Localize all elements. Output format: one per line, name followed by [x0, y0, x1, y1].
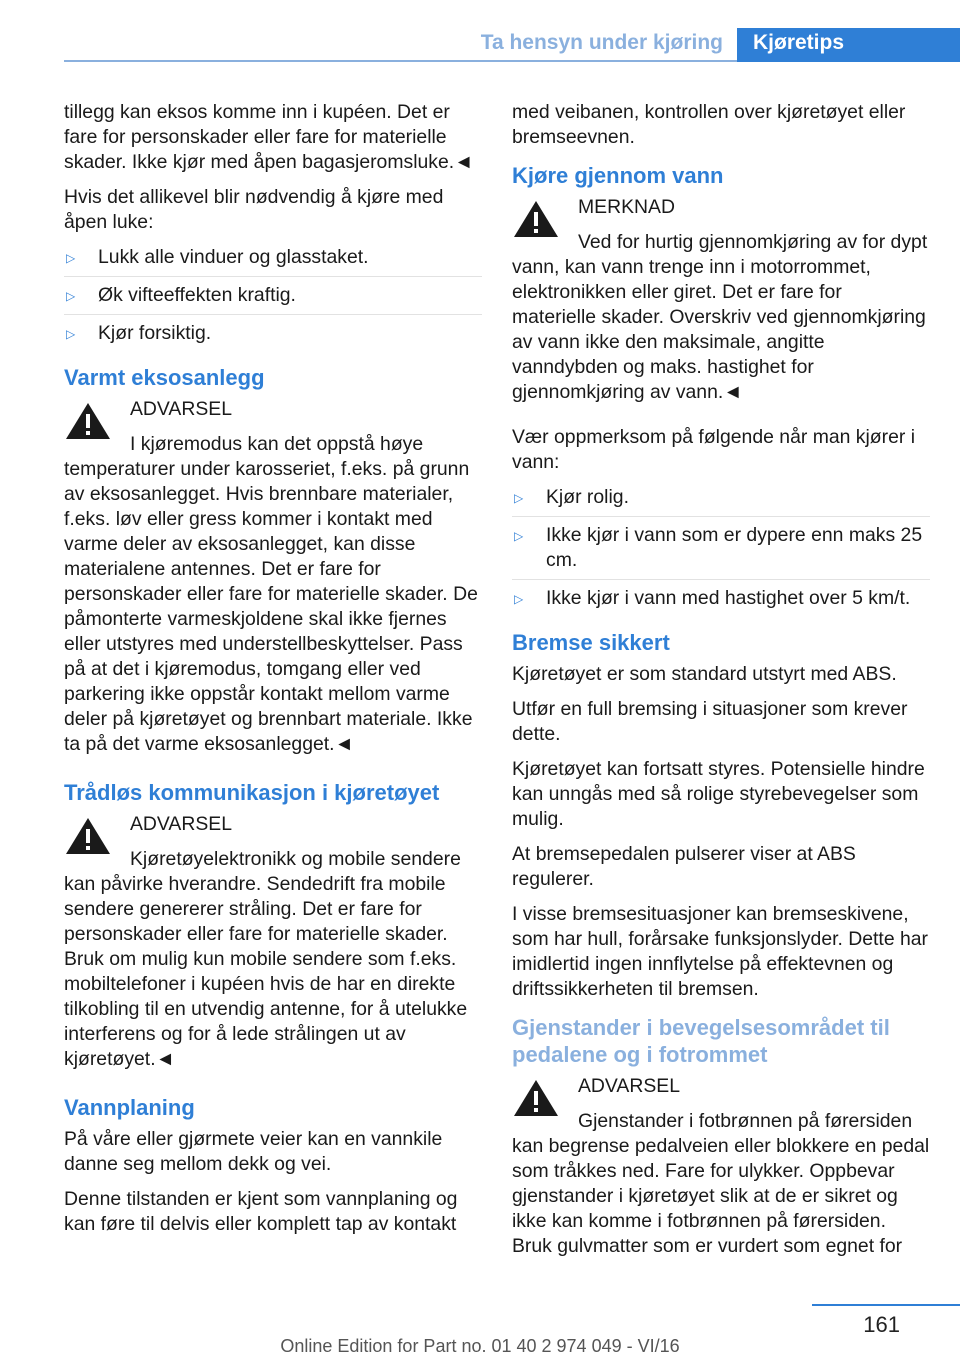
warning-box: [512, 1074, 930, 1269]
list-item-text: Ikke kjør i vann som er dypere enn maks 25 cm.: [546, 524, 923, 571]
left-column: [64, 100, 482, 1247]
triangle-bullet-icon: ▷: [66, 327, 76, 341]
warning-text: Gjenstander i fotbrønnen på førersiden kan begrense pedalveien eller blokkere en pedal som tråkkes ned. Fare for ulykker. Oppbevar gjenstander i kjøretøyet slik at de er sikret og ikke kan komme i fotbrønnen på førersiden. Bruk gulvmatter som er vurdert som egnet for: [512, 1110, 930, 1257]
triangle-bullet-icon: ▷: [514, 592, 524, 606]
chapter-tab: Kjøretips: [737, 28, 960, 62]
list-item: [64, 283, 482, 315]
list-item: [512, 523, 930, 580]
paragraph: tillegg kan eksos komme inn i kupéen. Det er fare for personskader eller fare for materielle skader. Ikke kjør med åpen bagasjeromsluke.◄: [64, 101, 474, 173]
triangle-bullet-icon: ▷: [514, 491, 524, 505]
paragraph: At bremsepedalen pulserer viser at ABS regulerer.: [512, 843, 856, 890]
warning-title: ADVARSEL: [130, 813, 233, 835]
list-item-text: Øk vifteeffekten kraftig.: [98, 284, 296, 306]
list-item-text: Lukk alle vinduer og glasstaket.: [98, 246, 369, 268]
footer-rule: [812, 1304, 960, 1306]
warning-triangle-icon: [512, 199, 560, 239]
section-heading-objects: Gjenstander i bevegelsesområdet til pedalene og i fotrommet: [512, 1015, 890, 1067]
warning-box: [64, 812, 482, 1082]
paragraph: Utfør en full bremsing i situasjoner som krever dette.: [512, 698, 908, 745]
section-heading-exhaust: Varmt eksosanlegg: [64, 365, 265, 390]
right-column: [512, 100, 930, 1279]
section-heading-aquaplaning: Vannplaning: [64, 1095, 195, 1120]
triangle-bullet-icon: ▷: [66, 251, 76, 265]
warning-text: Kjøretøyelektronikk og mobile sendere kan påvirke hverandre. Sendedrift fra mobile sendere genererer stråling. Det er fare for personskader eller fare for materielle skader. Bruk om mulig kun mobile sendere som f.eks. mobiltelefoner i kupéen hvis de har en direkte tilkobling til en utvendig antenne, for å utelukke interferens og for å lede strålingen ut av kjøretøyet.◄: [64, 848, 468, 1070]
list-item: [512, 485, 930, 517]
page-header: [0, 0, 960, 62]
warning-box: [64, 397, 482, 767]
paragraph: I visse bremsesituasjoner kan bremseskivene, som har hull, forårsake funksjonslyder. Dette har imidlertid ingen innflytelse på effektevnen og driftssikkerheten til bremsen.: [512, 903, 929, 1000]
edition-footer: Online Edition for Part no. 01 40 2 974 049 - VI/16: [280, 1336, 680, 1356]
notice-text: Ved for hurtig gjennomkjøring av for dypt vann, kan vann trenge inn i motorrommet, elektronikken eller giret. Det er fare for materielle skader. Overskriv ved gjennomkjøring av vann ikke den maksimale, angitte vanndybden og maks. hastighet for gjennomkjøring av vann.◄: [512, 231, 928, 403]
list-item: [512, 586, 930, 617]
warning-text: I kjøremodus kan det oppstå høye temperaturer under karosseriet, f.eks. på grunn av eksosanlegget. Hvis brennbare materialer, f.eks. løv eller gress kommer i kontakt med varme deler av eksosanlegget, kan disse materialene antennes. Det er fare for personskader eller fare for materielle skader. De påmonterte varmeskjoldene skal ikke fjernes eller utstyres med understellbeskyttelser. Pass på at det i kjøremodus, tomgang eller ved parkering ikke oppstår kontakt mellom varme deler på kjøretøyet og brennbart materiale. Ikke ta på det varme eksosanlegget.◄: [64, 433, 478, 755]
triangle-bullet-icon: ▷: [514, 529, 524, 543]
bullet-list: [64, 245, 482, 352]
section-heading-brakes: Bremse sikkert: [512, 630, 670, 655]
list-item: [64, 245, 482, 277]
page-number: 161: [863, 1312, 900, 1337]
list-item-text: Kjør forsiktig.: [98, 322, 212, 344]
paragraph: Denne tilstanden er kjent som vannplaning og kan føre til delvis eller komplett tap av kontakt: [64, 1188, 458, 1235]
paragraph: Vær oppmerksom på følgende når man kjører i vann:: [512, 426, 916, 473]
list-item-text: Ikke kjør i vann med hastighet over 5 km/t.: [546, 587, 911, 609]
notice-box: [512, 195, 930, 415]
list-item: [64, 321, 482, 352]
warning-title: ADVARSEL: [130, 398, 233, 420]
notice-title: MERKNAD: [578, 196, 675, 218]
list-item-text: Kjør rolig.: [546, 486, 629, 508]
section-heading-wireless: Trådløs kommunikasjon i kjøretøyet: [64, 780, 440, 805]
header-rule: [64, 60, 737, 62]
warning-triangle-icon: [64, 816, 112, 856]
warning-triangle-icon: [512, 1078, 560, 1118]
paragraph: Kjøretøyet kan fortsatt styres. Potensielle hindre kan unngås med så rolige styrebevegelser som mulig.: [512, 758, 925, 830]
paragraph: Hvis det allikevel blir nødvendig å kjøre med åpen luke:: [64, 186, 444, 233]
triangle-bullet-icon: ▷: [66, 289, 76, 303]
paragraph: På våre eller gjørmete veier kan en vannkile danne seg mellom dekk og vei.: [64, 1128, 443, 1175]
warning-triangle-icon: [64, 401, 112, 441]
paragraph: med veibanen, kontrollen over kjøretøyet eller bremseevnen.: [512, 101, 906, 148]
bullet-list: [512, 485, 930, 617]
section-title: Ta hensyn under kjøring: [480, 31, 723, 54]
paragraph: Kjøretøyet er som standard utstyrt med ABS.: [512, 663, 897, 685]
warning-title: ADVARSEL: [578, 1075, 681, 1097]
section-heading-water: Kjøre gjennom vann: [512, 163, 724, 188]
